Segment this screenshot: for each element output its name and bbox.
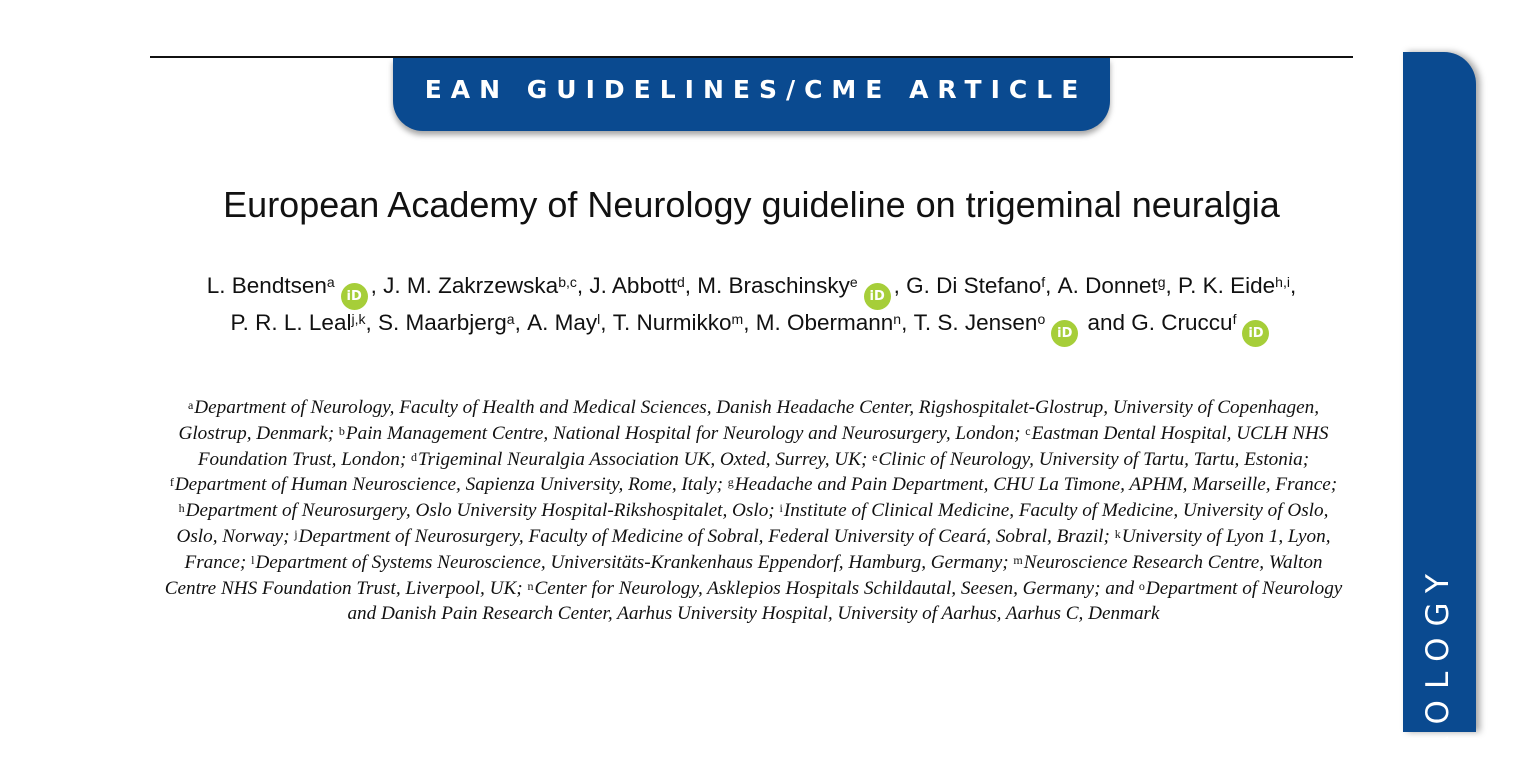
author-name [589,273,697,298]
author-name [1131,310,1272,341]
author-name [913,310,1132,341]
author-separator: , [684,273,698,298]
author-separator: , [1289,273,1297,298]
affiliation-text: Department of Human Neuroscience, Sapienza University, Rome, Italy; [174,474,723,496]
author-name [527,310,613,335]
affiliation-marker: m [1013,552,1023,567]
affiliation-text: Department of Neurosurgery, Faculty of Medicine of Sobral, Federal University of Ceará, Sobral, Brazil; [298,525,1110,547]
author-name-text: P. K. Eide [1178,273,1276,298]
journal-side-tab-label: ROLOGY [1420,563,1456,757]
author-name [906,273,1057,298]
journal-side-tab [1403,52,1476,757]
orcid-icon[interactable]: iD [864,283,891,310]
author-affiliation-marker: n [893,311,902,327]
author-name [697,273,907,304]
author-name-text: P. R. L. Leal [230,310,352,335]
affiliation-text: Department of Neurology and Danish Pain Research Center, Aarhus University Hospital, University of Aarhus, Aarhus C, Denmark [347,577,1343,625]
author-affiliation-marker: b,c [558,274,577,290]
author-name-text: T. S. Jensen [913,310,1038,335]
affiliation-marker: f [169,475,174,490]
author-affiliation-marker: a [326,274,335,290]
author-affiliation-marker: d [676,274,685,290]
author-name-text: J. M. Zakrzewska [383,273,559,298]
author-affiliation-marker: h,i [1275,274,1290,290]
affiliation-marker: i [779,501,783,516]
affiliation-marker: c [1025,423,1031,438]
author-affiliation-marker: l [597,311,601,327]
affiliation-text: Neuroscience Research Centre, Walton Centre NHS Foundation Trust, Liverpool, UK; [164,551,1323,599]
affiliation-marker: o [1138,578,1145,593]
author-name [1058,273,1178,298]
article-title: European Academy of Neurology guideline on trigeminal neuralgia [223,184,1280,225]
author-name [1178,273,1296,298]
author-name [613,310,756,335]
affiliation-marker: b [338,423,345,438]
author-affiliation-marker: f [1232,311,1237,327]
author-name [756,310,914,335]
author-affiliation-marker: j,k [351,311,366,327]
affiliation-marker: k [1114,526,1121,541]
affiliation-text: Center for Neurology, Asklepios Hospitals Schildautal, Seesen, Germany; and [534,577,1135,599]
affiliation-marker: e [872,449,878,464]
affiliation-marker: n [527,578,534,593]
author-separator: , [514,310,528,335]
affiliation-marker: g [727,475,734,490]
author-name-text: A. Donnet [1057,273,1158,298]
author-name [378,310,527,335]
author-separator: , [365,310,378,335]
author-name-text: S. Maarbjerg [377,310,507,335]
author-separator: , [1045,273,1058,298]
author-name-text: G. Di Stefano [906,273,1042,298]
affiliation-text: Trigeminal Neuralgia Association UK, Oxted, Surrey, UK; [418,448,868,470]
affiliation-text: Headache and Pain Department, CHU La Timone, APHM, Marseille, France; [734,474,1338,496]
author-name-text: L. Bendtsen [206,273,327,298]
affiliation-text: Department of Neurosurgery, Oslo University Hospital-Rikshospitalet, Oslo; [185,500,775,522]
author-affiliation-marker: f [1041,274,1046,290]
author-separator: , [1165,273,1179,298]
affiliation-text: Eastman Dental Hospital, UCLH NHS Foundation Trust, London; [197,422,1329,470]
affiliation-text: Clinic of Neurology, University of Tartu, Tartu, Estonia; [878,448,1310,470]
author-affiliation-marker: g [1157,274,1166,290]
author-affiliation-marker: m [731,311,744,327]
affiliation-text: University of Lyon 1, Lyon, France; [184,525,1331,573]
affiliation-text: Institute of Clinical Medicine, Faculty of Medicine, University of Oslo, Oslo, Norway; [176,500,1329,547]
author-separator: , [893,273,907,298]
author-affiliation-marker: a [506,311,515,327]
affiliation-marker: h [178,501,185,516]
author-name-text: T. Nurmikko [612,310,732,335]
affiliation-text: Department of Systems Neuroscience, Universitäts-Krankenhaus Eppendorf, Hamburg, Germany; [255,551,1009,573]
orcid-icon[interactable]: iD [341,283,368,310]
author-name [383,273,589,298]
section-banner [393,58,1110,131]
author-name-text: J. Abbott [589,273,677,298]
affiliation-marker: d [411,449,418,464]
author-name-text: M. Braschinsky [697,273,850,298]
author-name-text: G. Cruccu [1131,310,1233,335]
affiliation-marker: j [294,526,298,541]
author-name [206,273,384,304]
author-list [150,273,1353,347]
orcid-icon[interactable]: iD [1242,320,1269,347]
author-separator: and [1081,310,1132,335]
affiliation-marker: l [251,552,255,567]
author-name-text: A. May [527,310,598,335]
author-affiliation-marker: o [1037,311,1046,327]
author-separator: , [600,310,613,335]
affiliation-text: Pain Management Centre, National Hospital for Neurology and Neurosurgery, London; [345,422,1021,444]
author-affiliation-marker: e [849,274,858,290]
orcid-icon[interactable]: iD [1051,320,1078,347]
author-separator: , [370,273,384,298]
affiliation-list [157,395,1350,627]
author-name-text: M. Obermann [755,310,894,335]
affiliation-marker: a [187,398,194,412]
author-name [231,310,378,335]
section-banner-label: EAN GUIDELINES/CME ARTICLE [424,75,1088,104]
affiliation-text: Department of Neurology, Faculty of Health and Medical Sciences, Danish Headache Center, Rigshospitalet-Glostrup, University of Copenhagen, Glostrup, Denmark; [178,397,1320,444]
author-separator: , [576,273,590,298]
author-separator: , [743,310,756,335]
author-separator: , [901,310,914,335]
